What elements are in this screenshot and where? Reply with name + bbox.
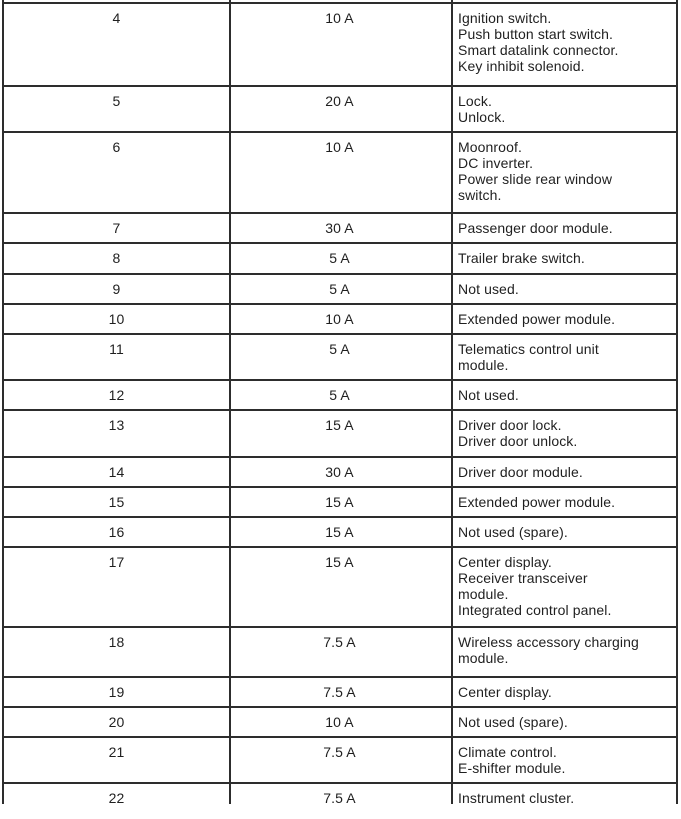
- amp-rating-cell: 7.5 A: [323, 634, 356, 650]
- description-line: Moonroof.: [458, 139, 522, 155]
- fuse-number-cell: 14: [108, 464, 125, 480]
- description-cell: [450, 708, 676, 736]
- fuse-number-cell: 7: [112, 220, 121, 236]
- fuse-number-cell: 9: [112, 281, 121, 297]
- table-row: [4, 516, 676, 546]
- table-row: [4, 242, 676, 273]
- amp-rating-cell: 30 A: [325, 220, 354, 236]
- amp-rating-cell: 15 A: [325, 494, 354, 510]
- fuse-number-cell: 15: [108, 494, 125, 510]
- description-cell: [450, 518, 676, 546]
- description-cell: [450, 628, 676, 676]
- description-cell: [450, 214, 676, 242]
- description-cell: [450, 305, 676, 333]
- description-line: Extended power module.: [458, 494, 616, 510]
- table-row: [4, 273, 676, 303]
- description-line: Smart datalink connector.: [458, 42, 619, 58]
- amp-rating-cell: 15 A: [325, 524, 354, 540]
- amp-rating-cell: 20 A: [325, 93, 354, 109]
- table-row: [4, 131, 676, 212]
- description-cell: [450, 738, 676, 782]
- amp-rating-cell: 5 A: [329, 341, 350, 357]
- fuse-number-cell: 18: [108, 634, 125, 650]
- table-row: [4, 456, 676, 486]
- amp-rating-cell: 5 A: [329, 250, 350, 266]
- table-row: [4, 676, 676, 706]
- table-row: [4, 85, 676, 131]
- table-row: [4, 546, 676, 626]
- description-line: Climate control.: [458, 744, 557, 760]
- column-divider-2: [451, 0, 453, 804]
- amp-rating-cell: 5 A: [329, 387, 350, 403]
- description-line: Not used (spare).: [458, 524, 568, 540]
- description-cell: [450, 87, 676, 131]
- description-cell: [450, 548, 676, 626]
- description-cell: [450, 458, 676, 486]
- table-row: [4, 2, 676, 85]
- description-line: Key inhibit solenoid.: [458, 58, 585, 74]
- amp-rating-cell: 5 A: [329, 281, 350, 297]
- fuse-number-cell: 6: [112, 139, 121, 155]
- fuse-number-cell: 12: [108, 387, 125, 403]
- fuse-number-cell: 19: [108, 684, 125, 700]
- table-row: [4, 212, 676, 242]
- description-line: module.: [458, 650, 509, 666]
- description-line: Lock.: [458, 93, 492, 109]
- description-line: Integrated control panel.: [458, 602, 612, 618]
- table-row: [4, 303, 676, 333]
- table-row: [4, 782, 676, 804]
- description-cell: [450, 244, 676, 273]
- description-line: module.: [458, 586, 509, 602]
- description-line: Passenger door module.: [458, 220, 613, 236]
- description-line: Not used.: [458, 387, 519, 403]
- fuse-box-table: [2, 0, 678, 804]
- fuse-number-cell: 17: [108, 554, 125, 570]
- amp-rating-cell: 7.5 A: [323, 790, 356, 804]
- description-line: Driver door unlock.: [458, 433, 578, 449]
- amp-rating-cell: 15 A: [325, 417, 354, 433]
- amp-rating-cell: 10 A: [325, 10, 354, 26]
- fuse-number-cell: 5: [112, 93, 121, 109]
- description-line: Center display.: [458, 554, 552, 570]
- description-line: Driver door lock.: [458, 417, 562, 433]
- description-cell: [450, 488, 676, 516]
- amp-rating-cell: 30 A: [325, 464, 354, 480]
- description-line: Instrument cluster.: [458, 790, 575, 804]
- description-line: Push button start switch.: [458, 26, 614, 42]
- description-line: Driver door module.: [458, 464, 583, 480]
- table-row: [4, 333, 676, 379]
- description-cell: [450, 784, 676, 804]
- amp-rating-cell: 15 A: [325, 554, 354, 570]
- description-cell: [450, 381, 676, 409]
- description-line: Unlock.: [458, 109, 506, 125]
- amp-rating-cell: 10 A: [325, 139, 354, 155]
- table-row: [4, 409, 676, 456]
- fuse-number-cell: 4: [112, 10, 121, 26]
- description-cell: [450, 678, 676, 706]
- description-line: Not used (spare).: [458, 714, 568, 730]
- table-row: [4, 706, 676, 736]
- table-row: [4, 736, 676, 782]
- description-cell: [450, 4, 676, 85]
- fuse-number-cell: 20: [108, 714, 125, 730]
- description-line: Center display.: [458, 684, 552, 700]
- description-line: Extended power module.: [458, 311, 616, 327]
- description-cell: [450, 133, 676, 212]
- fuse-number-cell: 13: [108, 417, 125, 433]
- fuse-number-cell: 11: [109, 341, 124, 357]
- amp-rating-cell: 7.5 A: [323, 744, 356, 760]
- description-line: switch.: [458, 187, 502, 203]
- amp-rating-cell: 10 A: [325, 714, 354, 730]
- amp-rating-cell: 10 A: [325, 311, 354, 327]
- fuse-number-cell: 8: [112, 250, 121, 266]
- description-cell: [450, 411, 676, 456]
- description-cell: [450, 335, 676, 379]
- description-line: Receiver transceiver: [458, 570, 588, 586]
- table-row: [4, 626, 676, 676]
- description-line: Trailer brake switch.: [458, 250, 585, 266]
- column-divider-1: [229, 0, 231, 804]
- description-cell: [450, 275, 676, 303]
- description-line: Ignition switch.: [458, 10, 552, 26]
- description-line: Wireless accessory charging: [458, 634, 639, 650]
- description-line: DC inverter.: [458, 155, 534, 171]
- description-line: Telematics control unit: [458, 341, 599, 357]
- description-line: Not used.: [458, 281, 519, 297]
- fuse-number-cell: 22: [108, 790, 125, 804]
- fuse-number-cell: 21: [108, 744, 125, 760]
- description-line: module.: [458, 357, 509, 373]
- amp-rating-cell: 7.5 A: [323, 684, 356, 700]
- table-row: [4, 379, 676, 409]
- description-line: Power slide rear window: [458, 171, 613, 187]
- fuse-number-cell: 10: [108, 311, 125, 327]
- description-line: E-shifter module.: [458, 760, 566, 776]
- fuse-number-cell: 16: [108, 524, 125, 540]
- table-row: [4, 486, 676, 516]
